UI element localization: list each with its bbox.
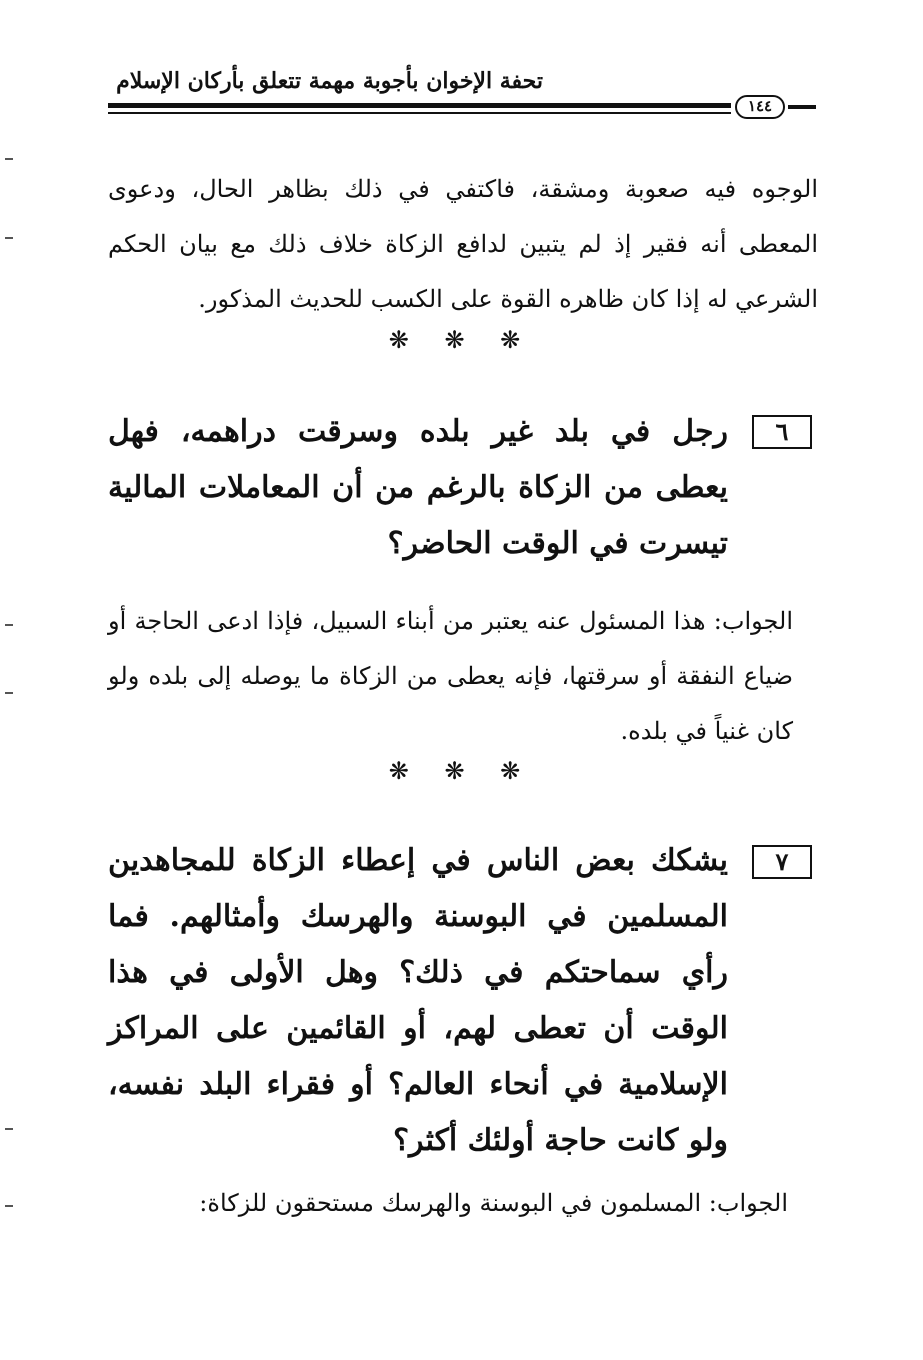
margin-mark xyxy=(5,1128,13,1130)
margin-mark xyxy=(5,1205,13,1207)
question-6: رجل في بلد غير بلده وسرقت دراهمه، فهل يعطى من الزكاة بالرغم من أن المعاملات المالية تيسرت في الوقت الحاضر؟ xyxy=(108,414,728,561)
question-number-7: ٧ xyxy=(752,845,812,879)
answer-7: الجواب: المسلمون في البوسنة والهرسك مستحقون للزكاة: xyxy=(199,1189,788,1217)
margin-mark xyxy=(5,692,13,694)
header-rule-right xyxy=(788,105,816,109)
running-title: تحفة الإخوان بأجوبة مهمة تتعلق بأركان الإسلام xyxy=(116,68,543,94)
header-rule-thin xyxy=(108,112,731,114)
page-number: ١٤٤ xyxy=(735,95,785,119)
section-separator: ❋ ❋ ❋ xyxy=(388,326,535,354)
margin-mark xyxy=(5,624,13,626)
answer-6: الجواب: هذا المسئول عنه يعتبر من أبناء السبيل، فإذا ادعى الحاجة أو ضياع النفقة أو سرقتها، فإنه يعطى من الزكاة ما يوصله إلى بلده ولو كان غنياً في بلده. xyxy=(108,607,793,745)
header-rule-thick xyxy=(108,103,731,108)
question-7: يشكك بعض الناس في إعطاء الزكاة للمجاهدين المسلمين في البوسنة والهرسك وأمثالهم. فما رأي سماحتكم في ذلك؟ وهل الأولى في هذا الوقت أن تعطى لهم، أو القائمين على المراكز الإسلامية في أنحاء العالم؟ أو فقراء البلد نفسه، ولو كانت حاجة أولئك أكثر؟ xyxy=(108,843,728,1158)
question-number-6: ٦ xyxy=(752,415,812,449)
section-separator: ❋ ❋ ❋ xyxy=(388,757,535,785)
margin-mark xyxy=(5,237,13,239)
paragraph-continuation: الوجوه فيه صعوبة ومشقة، فاكتفي في ذلك بظاهر الحال، ودعوى المعطى أنه فقير إذ لم يتبين لدافع الزكاة خلاف ذلك مع بيان الحكم الشرعي له إذا كان ظاهره القوة على الكسب للحديث المذكور. xyxy=(108,175,818,313)
margin-mark xyxy=(5,158,13,160)
